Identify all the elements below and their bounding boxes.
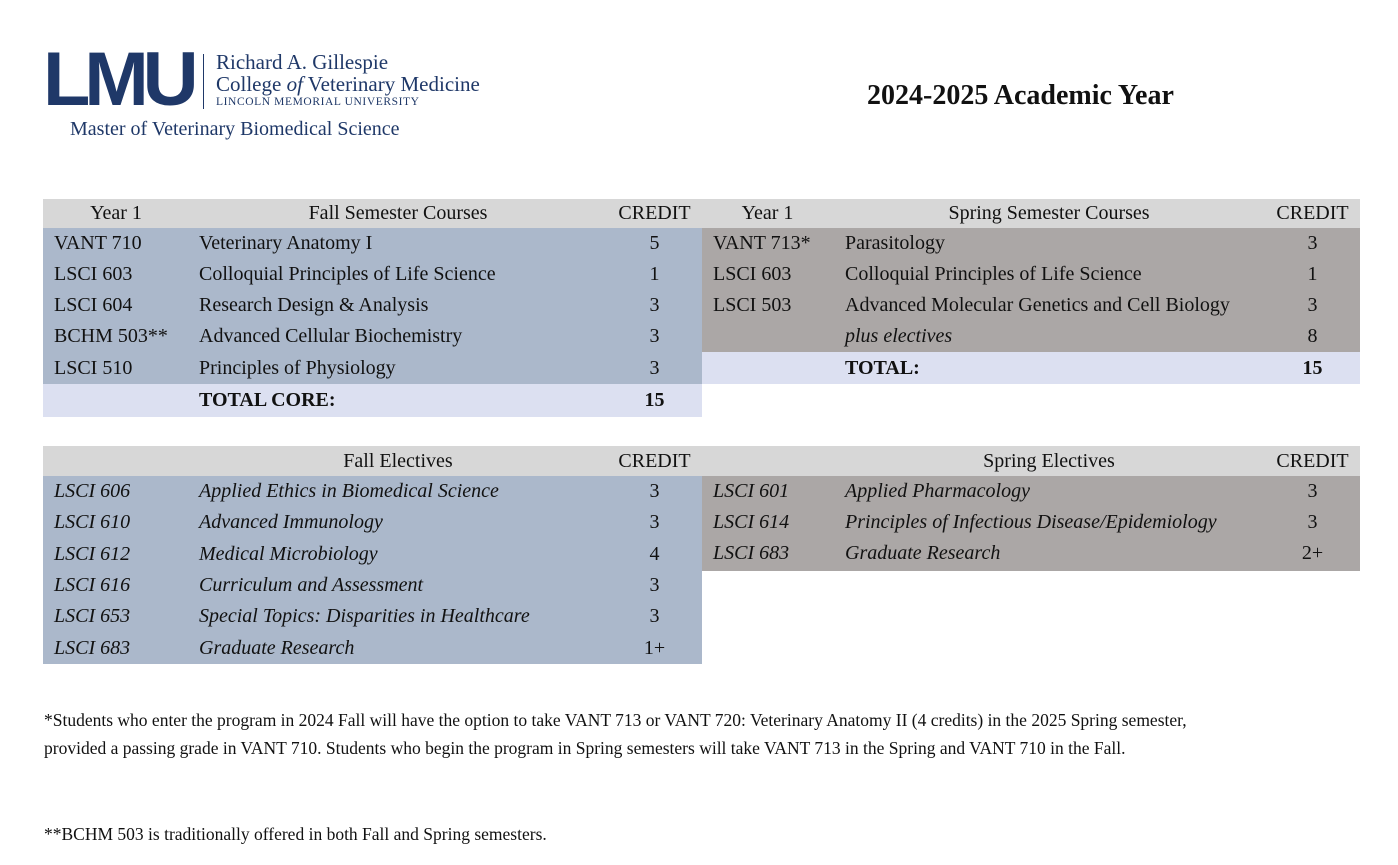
table-row bbox=[43, 476, 702, 507]
total-value: 15 bbox=[1302, 357, 1323, 379]
footnote-line: *Students who enter the program in 2024 Fall will have the option to take VANT 713 or VANT 720: Veterinary Anatomy II (4 credits) in the 2025 Spring semester, bbox=[44, 710, 1187, 730]
course-credit: 3 bbox=[649, 357, 660, 379]
course-code: LSCI 606 bbox=[54, 480, 131, 502]
course-credit: 3 bbox=[1307, 294, 1318, 316]
course-name: Colloquial Principles of Life Science bbox=[845, 263, 1142, 285]
logo-divider bbox=[203, 54, 204, 109]
footnote-line: provided a passing grade in VANT 710. Students who begin the program in Spring semesters will take VANT 713 in the Spring and VANT 710 in the Fall. bbox=[44, 738, 1126, 758]
course-credit: 3 bbox=[649, 574, 660, 596]
college-name-line1: Richard A. Gillespie bbox=[216, 50, 389, 74]
course-header: Spring Semester Courses bbox=[948, 202, 1150, 224]
course-code: LSCI 610 bbox=[54, 511, 131, 533]
academic-year-title: 2024-2025 Academic Year bbox=[867, 80, 1174, 111]
table-header-row bbox=[702, 199, 1360, 228]
course-name: Principles of Physiology bbox=[199, 357, 396, 379]
course-name: Special Topics: Disparities in Healthcare bbox=[199, 605, 530, 627]
course-code: LSCI 614 bbox=[713, 511, 790, 533]
course-name: Curriculum and Assessment bbox=[199, 574, 424, 596]
course-name: Advanced Molecular Genetics and Cell Biology bbox=[845, 294, 1230, 316]
course-code: LSCI 653 bbox=[54, 605, 131, 627]
table-row bbox=[43, 601, 702, 632]
course-name: Veterinary Anatomy I bbox=[199, 232, 373, 254]
university-name: LINCOLN MEMORIAL UNIVERSITY bbox=[216, 96, 420, 108]
total-value: 15 bbox=[644, 389, 665, 411]
electives-header: Spring Electives bbox=[983, 450, 1115, 472]
table-row bbox=[702, 228, 1360, 259]
table-row bbox=[43, 570, 702, 601]
table-row bbox=[702, 290, 1360, 321]
course-credit: 3 bbox=[1307, 480, 1318, 502]
course-credit: 1 bbox=[649, 263, 660, 285]
credit-header: CREDIT bbox=[618, 450, 691, 472]
total-row bbox=[702, 352, 1360, 384]
course-credit: 3 bbox=[649, 325, 660, 347]
table-row bbox=[702, 538, 1360, 571]
credit-header: CREDIT bbox=[618, 202, 691, 224]
course-name: Principles of Infectious Disease/Epidemiology bbox=[845, 511, 1217, 533]
table-row bbox=[43, 259, 702, 290]
lmu-logo: LMU bbox=[43, 37, 193, 122]
course-credit: 4 bbox=[649, 543, 660, 565]
course-name: plus electives bbox=[845, 325, 953, 347]
course-name: Graduate Research bbox=[199, 637, 355, 659]
course-name: Advanced Cellular Biochemistry bbox=[199, 325, 463, 347]
course-credit: 3 bbox=[649, 480, 660, 502]
course-credit: 3 bbox=[649, 605, 660, 627]
table-row bbox=[702, 259, 1360, 290]
course-credit: 1 bbox=[1307, 263, 1318, 285]
course-code: BCHM 503** bbox=[54, 325, 168, 347]
footnote-bchm: **BCHM 503 is traditionally offered in both Fall and Spring semesters. bbox=[44, 824, 547, 844]
footnote-vant bbox=[44, 706, 1384, 762]
course-code: LSCI 683 bbox=[713, 542, 790, 564]
course-code: VANT 713* bbox=[713, 232, 811, 254]
credit-header: CREDIT bbox=[1276, 450, 1349, 472]
course-code: LSCI 683 bbox=[54, 637, 131, 659]
course-credit: 2+ bbox=[1301, 542, 1324, 564]
year-header: Year 1 bbox=[741, 202, 794, 224]
table-row bbox=[43, 321, 702, 352]
course-credit: 8 bbox=[1307, 325, 1318, 347]
course-credit: 3 bbox=[1307, 511, 1318, 533]
table-header-row bbox=[43, 446, 702, 476]
course-name: Medical Microbiology bbox=[199, 543, 378, 565]
year-header: Year 1 bbox=[90, 202, 142, 224]
course-name: Parasitology bbox=[845, 232, 945, 254]
table-row bbox=[43, 538, 702, 570]
course-code: LSCI 503 bbox=[713, 294, 792, 316]
course-name: Applied Pharmacology bbox=[845, 480, 1030, 502]
table-row bbox=[702, 507, 1360, 538]
table-row bbox=[43, 290, 702, 321]
course-header: Fall Semester Courses bbox=[308, 202, 488, 224]
course-name: Advanced Immunology bbox=[199, 511, 383, 533]
table-row bbox=[43, 507, 702, 538]
total-label: TOTAL CORE: bbox=[199, 389, 336, 411]
course-credit: 5 bbox=[649, 232, 660, 254]
total-row bbox=[43, 384, 702, 417]
course-code: LSCI 510 bbox=[54, 357, 133, 379]
college-name-line2: College of Veterinary Medicine bbox=[216, 72, 480, 96]
course-name: Colloquial Principles of Life Science bbox=[199, 263, 496, 285]
table-row bbox=[702, 476, 1360, 507]
spring-semester-table bbox=[702, 199, 1360, 385]
table-row bbox=[43, 352, 702, 384]
fall-electives-table bbox=[43, 446, 702, 664]
course-code: LSCI 612 bbox=[54, 543, 131, 565]
course-code: LSCI 603 bbox=[54, 263, 133, 285]
course-credit: 3 bbox=[1307, 232, 1318, 254]
course-code: LSCI 616 bbox=[54, 574, 131, 596]
course-code: LSCI 603 bbox=[713, 263, 792, 285]
course-code: VANT 710 bbox=[54, 232, 142, 254]
course-credit: 1+ bbox=[643, 637, 666, 659]
course-name: Research Design & Analysis bbox=[199, 294, 429, 316]
course-name: Applied Ethics in Biomedical Science bbox=[199, 480, 499, 502]
table-header-row bbox=[702, 446, 1360, 476]
course-code: LSCI 604 bbox=[54, 294, 133, 316]
table-header-row bbox=[43, 199, 702, 228]
course-name: Graduate Research bbox=[845, 542, 1001, 564]
course-code: LSCI 601 bbox=[713, 480, 790, 502]
table-row bbox=[43, 228, 702, 259]
course-credit: 3 bbox=[649, 511, 660, 533]
credit-header: CREDIT bbox=[1276, 202, 1349, 224]
table-row bbox=[43, 632, 702, 664]
spring-electives-table bbox=[702, 446, 1360, 571]
total-label: TOTAL: bbox=[845, 357, 920, 379]
electives-header: Fall Electives bbox=[343, 450, 453, 472]
table-row bbox=[702, 321, 1360, 352]
fall-semester-table bbox=[43, 199, 702, 417]
program-name: Master of Veterinary Biomedical Science bbox=[70, 118, 400, 140]
course-credit: 3 bbox=[649, 294, 660, 316]
